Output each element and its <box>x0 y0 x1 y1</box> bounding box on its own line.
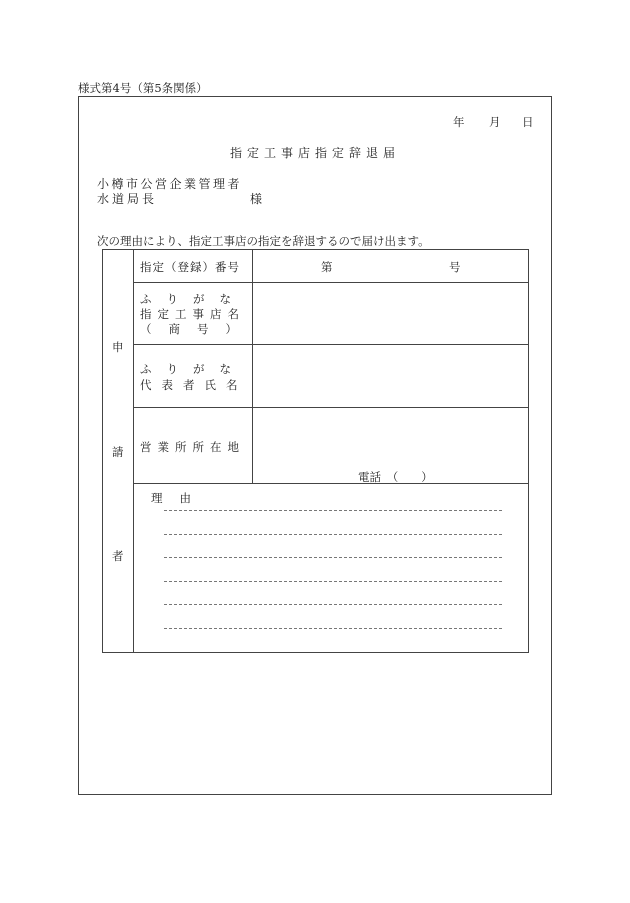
addressee-line-1: 小樽市公営企業管理者 <box>97 177 243 191</box>
reason-line <box>164 534 502 535</box>
reason-line <box>164 628 502 629</box>
intro-text: 次の理由により、指定工事店の指定を辞退するので届け出ます。 <box>97 234 430 248</box>
phone-label: 電話 （ ） <box>358 470 433 484</box>
table-divider <box>252 250 253 483</box>
office-address-label: 営業所所在地 <box>140 440 245 454</box>
date-day-label: 日 <box>522 115 534 129</box>
reason-line <box>164 557 502 558</box>
reason-label: 理由 <box>151 491 208 505</box>
form-title: 指定工事店指定辞退届 <box>229 146 400 160</box>
registration-number-label: 指定（登録）番号 <box>140 260 240 274</box>
applicant-side-label: 申 <box>112 340 124 354</box>
registration-dai-label: 第 <box>321 260 333 274</box>
table-divider <box>133 344 528 345</box>
application-table <box>102 249 529 653</box>
representative-name-label: 代表者氏名 <box>140 378 248 392</box>
table-divider <box>133 407 528 408</box>
date-year-label: 年 <box>453 115 465 129</box>
reason-line <box>164 604 502 605</box>
date-month-label: 月 <box>489 115 501 129</box>
table-divider <box>133 250 134 652</box>
form-number: 様式第4号（第5条関係） <box>78 81 208 95</box>
registration-go-label: 号 <box>449 260 461 274</box>
shop-name-furigana: ふりがな <box>140 292 246 306</box>
addressee-honorific: 様 <box>250 192 263 206</box>
addressee-line-2: 水道局長 <box>97 192 158 206</box>
shop-name-label: 指定工事店名 <box>140 307 245 321</box>
reason-line <box>164 510 502 511</box>
applicant-side-label: 者 <box>112 549 124 563</box>
applicant-side-label: 請 <box>112 445 124 459</box>
shop-name-sub: （商号） <box>140 322 254 336</box>
table-divider <box>133 483 528 484</box>
reason-line <box>164 581 502 582</box>
table-divider <box>133 282 528 283</box>
representative-furigana: ふりがな <box>140 362 246 376</box>
